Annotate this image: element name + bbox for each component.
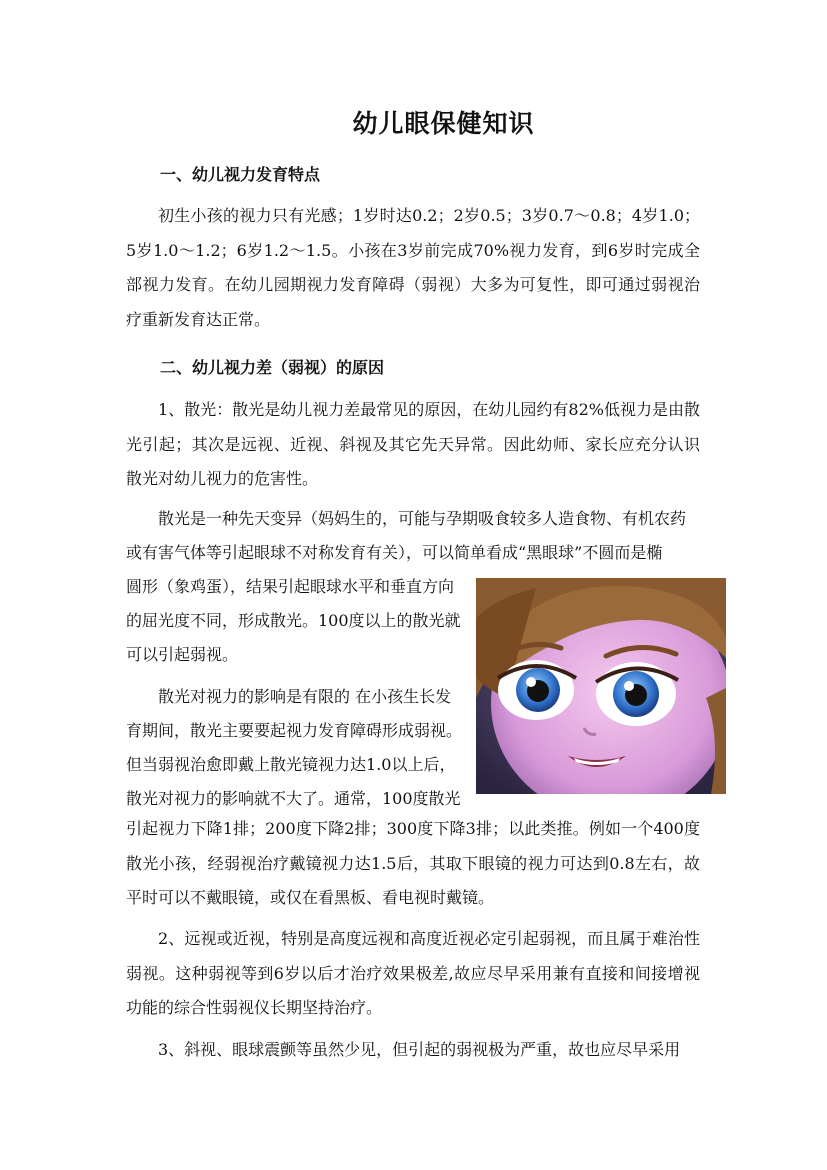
paragraph-effect-line-1: 散光对视力的影响是有限的 在小孩生长发 — [158, 687, 452, 706]
paragraph-astigmatism-line-4: 的屈光度不同，形成散光。100度以上的散光就 — [126, 611, 461, 630]
paragraph-vision-development: 初生小孩的视力只有光感；1岁时达0.2；2岁0.5；3岁0.7～0.8；4岁1.0；5岁1.0～1.2；6岁1.2～1.5。小孩在3岁前完成70%视力发育，到6岁时完成全部视力发育。在幼儿园期视力发育障碍（弱视）大多为可复性，即可通过弱视治疗重新发育达正常。 — [126, 206, 700, 329]
paragraph-astigmatism-line-5: 可以引起弱视。 — [126, 645, 239, 664]
section-heading-2: 二、幼儿视力差（弱视）的原因 — [160, 358, 385, 377]
paragraph-effect-line-3: 但当弱视治愈即戴上散光镜视力达1.0以上后， — [126, 755, 456, 774]
paragraph-astigmatism-line-3: 圆形（象鸡蛋），结果引起眼球水平和垂直方向 — [126, 577, 455, 596]
paragraph-astigmatism-line-2: 或有害气体等引起眼球不对称发育有关），可以简单看成“黑眼球”不圆而是椭 — [126, 543, 663, 562]
paragraph-hyperopia-myopia: 2、远视或近视，特别是高度远视和高度近视必定引起弱视，而且属于难治性弱视。这种弱视等到6岁以后才治疗效果极差,故应尽早采用兼有直接和间接增视功能的综合性弱视仪长期坚持治疗。 — [126, 929, 700, 1017]
paragraph-effect-line-2: 育期间，散光主要要起视力发育障碍形成弱视。 — [126, 721, 463, 740]
cartoon-girl-image — [476, 578, 726, 794]
paragraph-strabismus: 3、斜视、眼球震颤等虽然少见，但引起的弱视极为严重，故也应尽早采用 — [158, 1040, 681, 1059]
paragraph-astigmatism-line-1: 散光是一种先天变异（妈妈生的，可能与孕期吸食较多人造食物、有机农药 — [158, 509, 687, 528]
paragraph-effect-line-4: 散光对视力的影响就不大了。通常，100度散光 — [126, 789, 461, 808]
paragraph-effect-rest: 引起视力下降1排；200度下降2排；300度下降3排；以此类推。例如一个400度散光小孩，经弱视治疗戴镜视力达1.5后，其取下眼镜的视力可达到0.8左右，故平时可以不戴眼镜，或仅在看黑板、看电视时戴镜。 — [126, 819, 700, 907]
cartoon-face-icon — [476, 578, 726, 794]
paragraph-astigmatism-cause: 1、散光：散光是幼儿视力差最常见的原因，在幼儿园约有82%低视力是由散光引起；其次是远视、近视、斜视及其它先天异常。因此幼师、家长应充分认识散光对幼儿视力的危害性。 — [126, 400, 700, 488]
page-title: 幼儿眼保健知识 — [352, 109, 535, 138]
section-heading-1: 一、幼儿视力发育特点 — [160, 165, 321, 184]
